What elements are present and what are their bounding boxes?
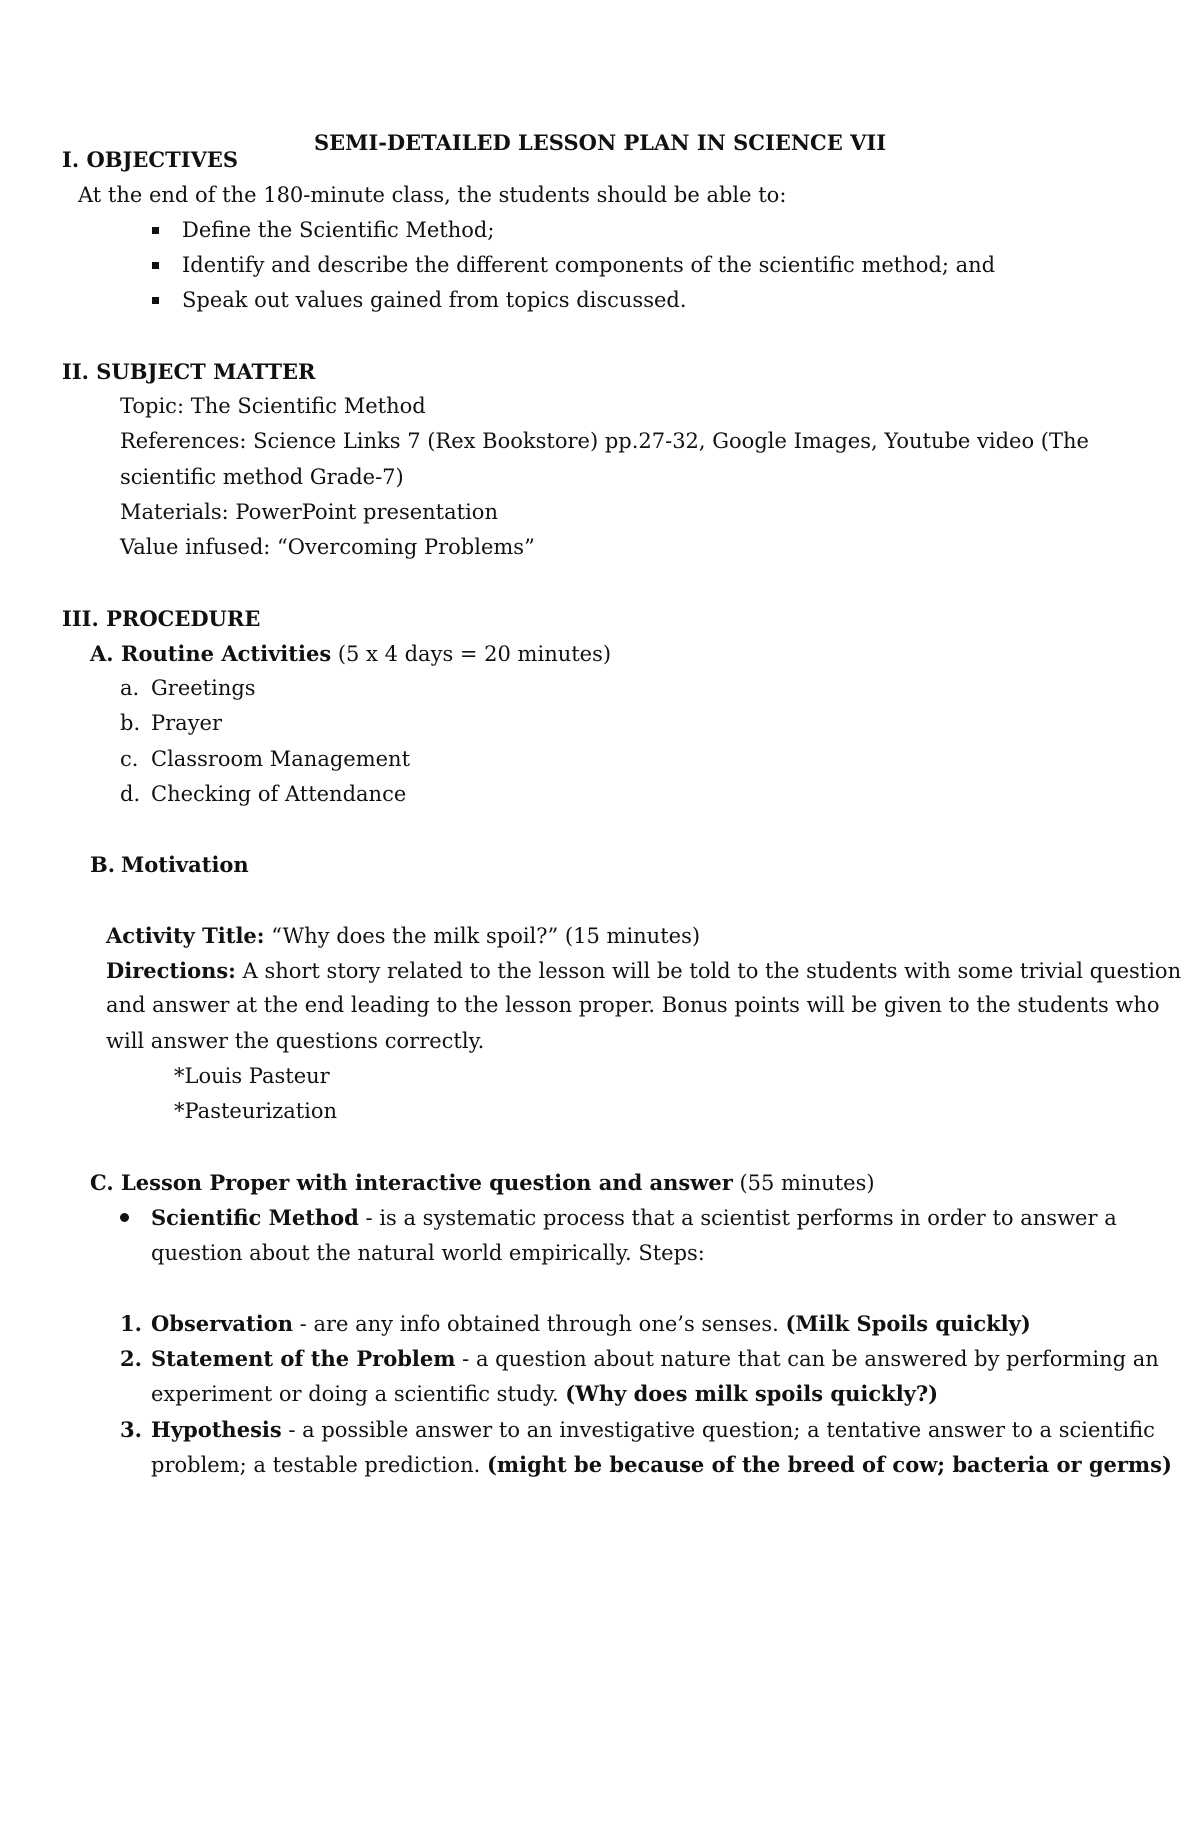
square-bullet-icon xyxy=(152,262,159,269)
section-letter: B. xyxy=(90,852,116,877)
definition-text: - is a systematic process that a scientist performs in order to answer a xyxy=(358,1206,1117,1230)
definition-term: Scientific Method xyxy=(151,1205,359,1230)
step-text-continued: experiment or doing a scientific study. xyxy=(151,1382,566,1406)
step-number: 1. xyxy=(120,1311,142,1336)
section-letter: A. xyxy=(90,641,114,666)
motivation-heading xyxy=(90,844,249,885)
item-letter: c. xyxy=(120,747,139,771)
page-title: SEMI-DETAILED LESSON PLAN IN SCIENCE VII xyxy=(313,130,887,155)
objective-item xyxy=(152,280,687,321)
lesson-proper-time: (55 minutes) xyxy=(732,1171,875,1195)
directions-line-continued: and answer at the end leading to the lesson proper. Bonus points will be given to the students who xyxy=(106,993,1160,1017)
materials-line: Materials: PowerPoint presentation xyxy=(120,500,498,524)
step-text-continued: problem; a testable prediction. xyxy=(151,1453,487,1477)
routine-item xyxy=(120,774,406,815)
item-letter: b. xyxy=(120,711,141,735)
objective-item-text: Identify and describe the different components of the scientific method; and xyxy=(182,253,996,277)
procedure-heading: III. PROCEDURE xyxy=(62,606,261,631)
directions-text: A short story related to the lesson will be told to the students with some trivial question xyxy=(235,959,1182,983)
section-letter: C. xyxy=(90,1170,114,1195)
objective-item-text: Speak out values gained from topics discussed. xyxy=(182,288,687,312)
motivation-note: *Pasteurization xyxy=(174,1099,338,1123)
step-text: - are any info obtained through one’s senses. xyxy=(293,1312,786,1336)
item-letter: a. xyxy=(120,676,140,700)
step-number: 2. xyxy=(120,1346,142,1371)
step-example: (might be because of the breed of cow; bacteria or germs) xyxy=(486,1452,1172,1477)
activity-title-text: “Why does the milk spoil?” (15 minutes) xyxy=(264,924,701,948)
topic-line: Topic: The Scientific Method xyxy=(120,394,426,418)
round-bullet-icon xyxy=(120,1213,129,1222)
step-term: Hypothesis xyxy=(151,1417,282,1442)
routine-activities-label: Routine Activities xyxy=(121,641,332,666)
step-text: - a question about nature that can be answered by performing an xyxy=(455,1347,1159,1371)
step-number: 3. xyxy=(120,1417,142,1442)
motivation-label: Motivation xyxy=(121,852,249,877)
routine-item-text: Prayer xyxy=(151,711,223,735)
item-letter: d. xyxy=(120,782,141,806)
subject-matter-heading: II. SUBJECT MATTER xyxy=(62,359,316,384)
routine-item xyxy=(120,703,222,744)
step-item-continued xyxy=(151,1444,1172,1486)
step-term: Statement of the Problem xyxy=(151,1346,456,1371)
square-bullet-icon xyxy=(152,227,159,234)
definition-text-continued: question about the natural world empirically. Steps: xyxy=(151,1241,705,1265)
objectives-intro: At the end of the 180-minute class, the students should be able to: xyxy=(78,183,787,207)
routine-item-text: Checking of Attendance xyxy=(151,782,407,806)
routine-activities-time: (5 x 4 days = 20 minutes) xyxy=(331,642,612,666)
step-example: (Why does milk spoils quickly?) xyxy=(565,1381,939,1406)
references-line-continued: scientific method Grade-7) xyxy=(120,465,404,489)
motivation-note: *Louis Pasteur xyxy=(174,1064,330,1088)
routine-item-text: Classroom Management xyxy=(151,747,411,771)
objectives-heading: I. OBJECTIVES xyxy=(62,147,239,172)
step-example: (Milk Spoils quickly) xyxy=(785,1311,1031,1336)
step-term: Observation xyxy=(151,1311,293,1336)
value-line: Value infused: “Overcoming Problems” xyxy=(120,535,535,559)
activity-title-label: Activity Title: xyxy=(106,923,265,948)
step-text: - a possible answer to an investigative question; a tentative answer to a scientific xyxy=(281,1418,1155,1442)
references-line: References: Science Links 7 (Rex Bookstore) pp.27-32, Google Images, Youtube video (The xyxy=(120,429,1089,453)
square-bullet-icon xyxy=(152,297,159,304)
lesson-proper-label: Lesson Proper with interactive question and answer xyxy=(121,1170,733,1195)
routine-item-text: Greetings xyxy=(151,676,256,700)
objective-item-text: Define the Scientific Method; xyxy=(182,218,495,242)
directions-label: Directions: xyxy=(106,958,236,983)
directions-line-continued: will answer the questions correctly. xyxy=(106,1029,485,1053)
